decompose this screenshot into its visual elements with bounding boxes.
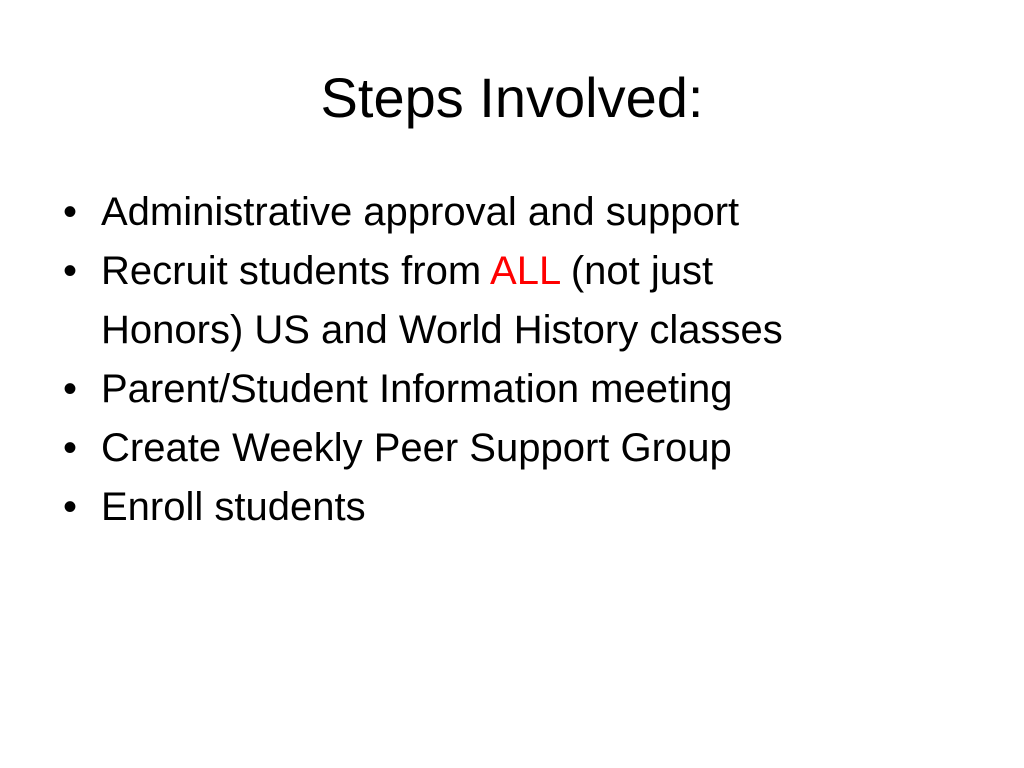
bullet-item-information-meeting [58, 360, 978, 419]
bullet-item-recruit-students [58, 242, 978, 360]
bullet-text: Parent/Student Information meeting [101, 367, 733, 411]
bullet-icon: • [62, 249, 77, 293]
bullet-text: Create Weekly Peer Support Group [101, 426, 732, 470]
bullet-icon: • [62, 190, 77, 234]
bullet-list [58, 183, 978, 537]
bullet-item-peer-support-group [58, 419, 978, 478]
bullet-text-after: (not just [559, 249, 714, 293]
slide-title: Steps Involved: [320, 66, 704, 129]
bullet-item-enroll-students [58, 478, 978, 537]
bullet-item-administrative-approval [58, 183, 978, 242]
bullet-text-before: Recruit students from [101, 249, 491, 293]
bullet-icon: • [62, 485, 77, 529]
bullet-icon: • [62, 367, 77, 411]
bullet-icon: • [62, 426, 77, 470]
bullet-text: Administrative approval and support [101, 190, 740, 234]
bullet-text-line2: Honors) US and World History classes [101, 308, 783, 352]
bullet-text: Enroll students [101, 485, 366, 529]
highlight-all: ALL [490, 249, 560, 293]
